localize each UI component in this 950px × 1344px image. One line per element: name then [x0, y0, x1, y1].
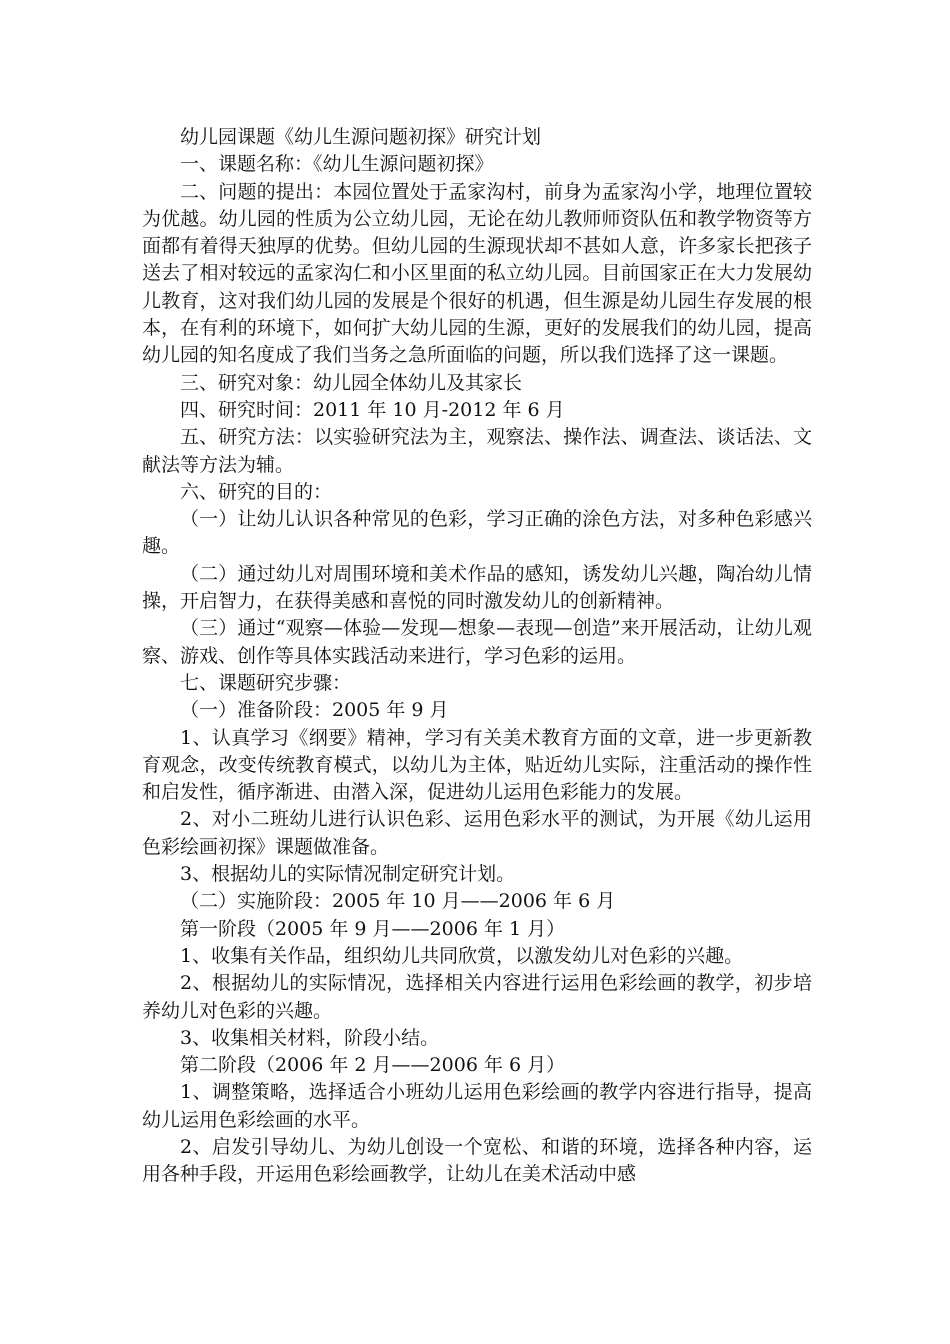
preparation-item-2: 2、对小二班幼儿进行认识色彩、运用色彩水平的测试，为开展《幼儿运用色彩绘画初探》课题做准备。: [142, 808, 812, 858]
section-research-steps: 七、课题研究步骤：: [180, 671, 352, 694]
section-problem-statement: 二、问题的提出：本园位置处于孟家沟村，前身为孟家沟小学，地理位置较为优越。幼儿园的性质为公立幼儿园，无论在幼儿教师师资队伍和教学物资等方面都有着得天独厚的优势。但幼儿园的生源现状却不甚如人意，许多家长把孩子送去了相对较远的孟家沟仁和小区里面的私立幼儿园。目前国家正在大力发展幼儿教育，这对我们幼儿园的发展是个很好的机遇，但生源是幼儿园生存发展的根本，在有利的环境下，如何扩大幼儿园的生源，更好的发展我们的幼儿园，提高幼儿园的知名度成了我们当务之急所面临的问题，所以我们选择了这一课题。: [142, 180, 812, 367]
purpose-item-1: （一）让幼儿认识各种常见的色彩，学习正确的涂色方法，对多种色彩感兴趣。: [142, 508, 812, 558]
preparation-item-3: 3、根据幼儿的实际情况制定研究计划。: [180, 863, 516, 886]
purpose-item-3: （三）通过“观察—体验—发现—想象—表现—创造”来开展活动，让幼儿观察、游戏、创作等具体实践活动来进行，学习色彩的运用。: [142, 617, 812, 667]
purpose-item-2: （二）通过幼儿对周围环境和美术作品的感知，诱发幼儿兴趣，陶冶幼儿情操，开启智力，在获得美感和喜悦的同时激发幼儿的创新精神。: [142, 562, 812, 613]
phase-one-item-3: 3、收集相关材料，阶段小结。: [180, 1026, 440, 1049]
section-research-purpose: 六、研究的目的：: [180, 480, 333, 503]
stage-preparation: （一）准备阶段：2005 年 9 月: [180, 699, 449, 722]
section-research-time: 四、研究时间：2011 年 10 月-2012 年 6 月: [180, 398, 565, 421]
document-title: 幼儿园课题《幼儿生源问题初探》研究计划: [180, 126, 542, 148]
section-topic-name: 一、课题名称：《幼儿生源问题初探》: [180, 153, 494, 176]
phase-one-item-1: 1、收集有关作品，组织幼儿共同欣赏，以激发幼儿对色彩的兴趣。: [180, 944, 744, 967]
phase-one-heading: 第一阶段（2005 年 9 月——2006 年 1 月）: [180, 917, 566, 940]
phase-one-item-2: 2、根据幼儿的实际情况，选择相关内容进行运用色彩绘画的教学，初步培养幼儿对色彩的兴趣。: [142, 972, 812, 1022]
section-research-object: 三、研究对象：幼儿园全体幼儿及其家长: [180, 371, 523, 394]
section-research-method: 五、研究方法：以实验研究法为主，观察法、操作法、调查法、谈话法、文献法等方法为辅。: [142, 426, 812, 476]
phase-two-heading: 第二阶段（2006 年 2 月——2006 年 6 月）: [180, 1054, 566, 1077]
document-body: [142, 124, 812, 1189]
preparation-item-1: 1、认真学习《纲要》精神，学习有关美术教育方面的文章，进一步更新教育观念，改变传统教育模式，以幼儿为主体，贴近幼儿实际，注重活动的操作性和启发性，循序渐进、由潜入深，促进幼儿运用色彩能力的发展。: [142, 726, 812, 804]
phase-two-item-1: 1、调整策略，选择适合小班幼儿运用色彩绘画的教学内容进行指导，提高幼儿运用色彩绘画的水平。: [142, 1081, 812, 1131]
stage-implementation: （二）实施阶段：2005 年 10 月——2006 年 6 月: [180, 890, 616, 913]
phase-two-item-2: 2、启发引导幼儿、为幼儿创设一个宽松、和谐的环境，选择各种内容，运用各种手段，开运用色彩绘画教学，让幼儿在美术活动中感: [142, 1135, 812, 1186]
